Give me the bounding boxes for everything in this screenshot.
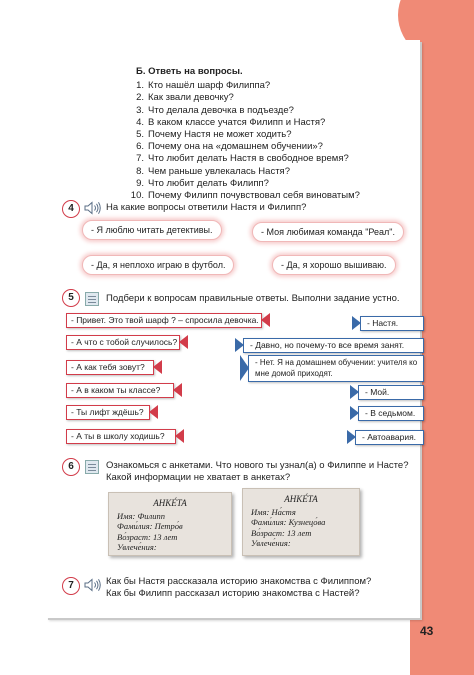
task-6-instruction-line1: Ознакомься с анкетами. Что нового ты узнал(а) о Филиппе и Насте? <box>106 460 409 471</box>
question-arrow[interactable]: - Ты лифт ждёшь? <box>66 405 150 420</box>
task-4-number-badge: 4 <box>62 200 80 218</box>
card-title: АНКЕ́ТА <box>284 494 318 504</box>
task-7-question-line1: Как бы Настя рассказала историю знакомства с Филиппом? <box>106 576 372 587</box>
profile-card-nastya <box>242 488 360 556</box>
card-row-name: Имя: Филипп <box>117 510 166 521</box>
list-item-text: Почему она на «домашнем обучении»? <box>148 141 323 153</box>
task-b <box>130 66 360 202</box>
question-arrow[interactable]: - Привет. Это твой шарф ? – спросила девочка. <box>66 313 262 328</box>
list-item-text: Что любит делать Настя в свободное время? <box>148 153 349 165</box>
question-arrow[interactable]: - А что с тобой случилось? <box>66 335 180 350</box>
list-item-number: 7. <box>136 153 144 165</box>
list-item-number: 8. <box>136 165 144 177</box>
task-6-instruction-line2: Какой информации не хватает в анкетах? <box>106 472 291 483</box>
task-5-number-badge: 5 <box>62 289 80 307</box>
task-b-letter: Б. <box>136 66 146 77</box>
answer-arrow[interactable]: - Настя. <box>360 316 424 331</box>
list-item-number: 5. <box>136 129 144 141</box>
list-item-text: Как звали девочку? <box>148 92 234 104</box>
list-item-number: 2. <box>136 92 144 104</box>
list-item <box>130 153 360 165</box>
list-item-number: 10. <box>130 190 144 202</box>
book-icon <box>85 292 99 306</box>
list-item-number: 4. <box>136 116 144 128</box>
speaker-icon[interactable] <box>84 201 102 215</box>
answer-arrow[interactable]: - Нет. Я на домашнем обучении: учителя ко мне домой приходят. <box>248 355 424 382</box>
answer-arrow[interactable]: - Давно, но почему-то все время занят. <box>243 338 424 353</box>
list-item <box>130 141 360 153</box>
list-item-text: Кто нашёл шарф Филиппа? <box>148 80 271 92</box>
question-arrow[interactable]: - А ты в школу ходишь? <box>66 429 176 444</box>
task-b-header <box>136 66 360 78</box>
list-item-number: 9. <box>136 177 144 189</box>
list-item-number: 3. <box>136 104 144 116</box>
profile-card-philipp <box>108 492 232 556</box>
list-item <box>130 190 360 202</box>
list-item-text: Что любит делать Филипп? <box>148 177 269 189</box>
task-b-title: Ответь на вопросы. <box>148 66 243 77</box>
card-row-surname: Фами́лия: Кузнецо́ва <box>251 517 326 527</box>
answer-arrow[interactable]: - Автоавария. <box>355 430 424 445</box>
question-arrow[interactable]: - А в каком ты классе? <box>66 383 174 398</box>
task-b-question-list <box>130 80 360 202</box>
task-7-number-badge: 7 <box>62 577 80 595</box>
list-item-number: 6. <box>136 141 144 153</box>
list-item <box>130 80 360 92</box>
list-item <box>130 129 360 141</box>
answer-bubble: - Да, я неплохо играю в футбол. <box>82 255 234 275</box>
card-row-hobbies: Увлече́ния: <box>251 538 291 548</box>
list-item-text: Почему Филипп почувствовал себя виноватым? <box>148 190 360 202</box>
list-item <box>130 166 360 178</box>
list-item-text: В каком классе учатся Филипп и Настя? <box>148 116 326 128</box>
card-row-hobbies: Увлече́ния: <box>117 542 157 552</box>
card-row-surname: Фами́лия: Петро́в <box>117 521 183 531</box>
answer-bubble: - Моя любимая команда "Реал". <box>252 222 404 242</box>
card-row-age: Во́зраст: 13 лет <box>251 527 312 538</box>
answer-bubble: - Да, я хорошо вышиваю. <box>272 255 396 275</box>
book-icon <box>85 460 99 474</box>
task-6-number-badge: 6 <box>62 458 80 476</box>
list-item-text: Почему Настя не может ходить? <box>148 129 292 141</box>
card-title: АНКЕ́ТА <box>153 498 187 508</box>
list-item-text: Что делала девочка в подъезде? <box>148 104 294 116</box>
list-item <box>130 117 360 129</box>
task-4-question: На какие вопросы ответили Настя и Филипп? <box>106 202 307 213</box>
list-item <box>130 92 360 104</box>
answer-arrow[interactable]: - Мой. <box>358 385 424 400</box>
speaker-icon[interactable] <box>84 578 102 592</box>
answer-bubble: - Я люблю читать детективы. <box>82 220 222 240</box>
card-row-name: Имя: На́стя <box>251 506 296 517</box>
task-5-instruction: Подбери к вопросам правильные ответы. Выполни задание устно. <box>106 293 400 304</box>
list-item-number: 1. <box>136 80 144 92</box>
page-number: 43 <box>420 624 434 638</box>
answer-arrow[interactable]: - В седьмом. <box>358 406 424 421</box>
list-item-text: Чем раньше увлекалась Настя? <box>148 165 290 177</box>
list-item <box>130 105 360 117</box>
card-row-age: Во́зраст: 13 лет <box>117 531 178 542</box>
list-item <box>130 178 360 190</box>
task-7-question-line2: Как бы Филипп рассказал историю знакомства с Настей? <box>106 588 360 599</box>
question-arrow[interactable]: - А как тебя зовут? <box>66 360 154 375</box>
